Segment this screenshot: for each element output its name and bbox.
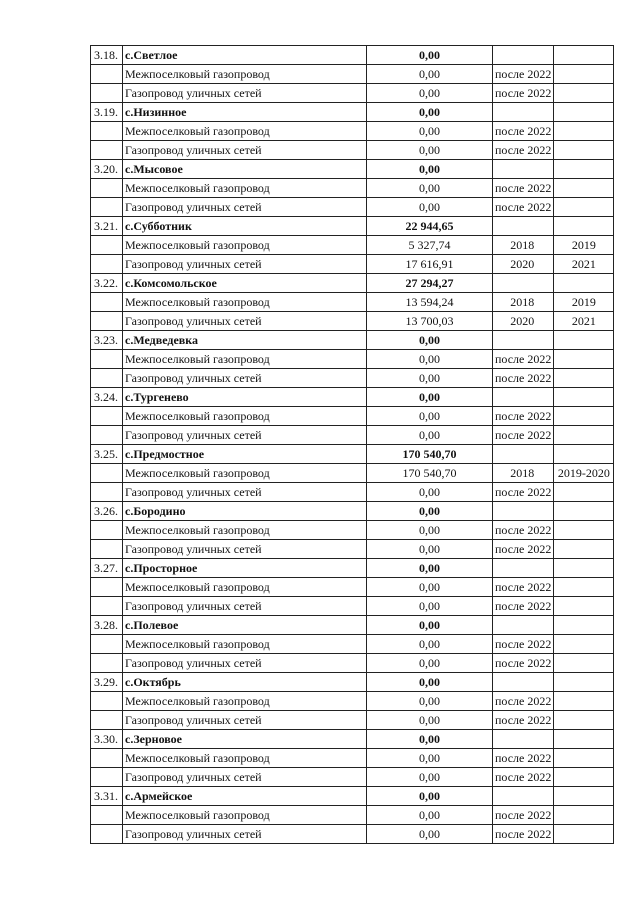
- amount-cell: 0,00: [367, 331, 493, 350]
- pipeline-row: [91, 293, 614, 312]
- amount-cell: 0,00: [367, 540, 493, 559]
- amount-cell: 0,00: [367, 103, 493, 122]
- pipeline-type-cell: Межпоселковый газопровод: [123, 122, 367, 141]
- settlement-name-cell: с.Низинное: [123, 103, 367, 122]
- year-start-cell: [493, 331, 554, 350]
- pipeline-row: [91, 255, 614, 274]
- year-start-cell: после 2022: [493, 597, 554, 616]
- year-end-cell: [554, 806, 614, 825]
- pipeline-type-cell: Газопровод уличных сетей: [123, 483, 367, 502]
- year-start-cell: 2018: [493, 464, 554, 483]
- pipeline-row: [91, 654, 614, 673]
- row-number-cell: [91, 255, 123, 274]
- year-start-cell: после 2022: [493, 749, 554, 768]
- pipeline-row: [91, 825, 614, 844]
- year-end-cell: [554, 692, 614, 711]
- document-page: [90, 45, 614, 844]
- amount-cell: 170 540,70: [367, 464, 493, 483]
- year-start-cell: [493, 388, 554, 407]
- pipeline-type-cell: Межпоселковый газопровод: [123, 65, 367, 84]
- settlement-row: [91, 673, 614, 692]
- year-end-cell: 2021: [554, 312, 614, 331]
- year-end-cell: [554, 654, 614, 673]
- amount-cell: 0,00: [367, 635, 493, 654]
- pipeline-row: [91, 407, 614, 426]
- year-end-cell: 2019: [554, 236, 614, 255]
- row-number-cell: 3.31.: [91, 787, 123, 806]
- pipeline-type-cell: Межпоселковый газопровод: [123, 635, 367, 654]
- pipeline-row: [91, 198, 614, 217]
- pipeline-type-cell: Газопровод уличных сетей: [123, 312, 367, 331]
- amount-cell: 0,00: [367, 483, 493, 502]
- year-start-cell: после 2022: [493, 540, 554, 559]
- pipeline-row: [91, 483, 614, 502]
- year-end-cell: [554, 673, 614, 692]
- settlement-name-cell: с.Предмостное: [123, 445, 367, 464]
- amount-cell: 0,00: [367, 825, 493, 844]
- year-end-cell: [554, 768, 614, 787]
- amount-cell: 0,00: [367, 388, 493, 407]
- year-start-cell: после 2022: [493, 806, 554, 825]
- year-start-cell: после 2022: [493, 84, 554, 103]
- pipeline-type-cell: Газопровод уличных сетей: [123, 825, 367, 844]
- year-start-cell: после 2022: [493, 179, 554, 198]
- amount-cell: 0,00: [367, 122, 493, 141]
- row-number-cell: 3.27.: [91, 559, 123, 578]
- amount-cell: 0,00: [367, 46, 493, 65]
- pipeline-row: [91, 312, 614, 331]
- year-end-cell: [554, 46, 614, 65]
- pipeline-row: [91, 578, 614, 597]
- amount-cell: 0,00: [367, 160, 493, 179]
- pipeline-row: [91, 65, 614, 84]
- row-number-cell: [91, 768, 123, 787]
- year-start-cell: после 2022: [493, 825, 554, 844]
- year-end-cell: [554, 711, 614, 730]
- year-end-cell: [554, 825, 614, 844]
- pipeline-row: [91, 464, 614, 483]
- year-start-cell: 2020: [493, 312, 554, 331]
- pipeline-row: [91, 122, 614, 141]
- year-start-cell: [493, 160, 554, 179]
- table-body: [91, 46, 614, 844]
- year-end-cell: [554, 179, 614, 198]
- pipeline-type-cell: Газопровод уличных сетей: [123, 711, 367, 730]
- row-number-cell: [91, 198, 123, 217]
- row-number-cell: 3.26.: [91, 502, 123, 521]
- settlement-row: [91, 502, 614, 521]
- year-start-cell: после 2022: [493, 654, 554, 673]
- settlement-name-cell: с.Армейское: [123, 787, 367, 806]
- pipeline-type-cell: Газопровод уличных сетей: [123, 369, 367, 388]
- year-start-cell: [493, 502, 554, 521]
- row-number-cell: [91, 540, 123, 559]
- pipeline-type-cell: Межпоселковый газопровод: [123, 350, 367, 369]
- year-start-cell: [493, 787, 554, 806]
- pipeline-row: [91, 540, 614, 559]
- row-number-cell: [91, 597, 123, 616]
- amount-cell: 0,00: [367, 616, 493, 635]
- year-start-cell: [493, 217, 554, 236]
- pipeline-row: [91, 84, 614, 103]
- amount-cell: 0,00: [367, 559, 493, 578]
- pipeline-row: [91, 426, 614, 445]
- pipeline-row: [91, 369, 614, 388]
- year-end-cell: [554, 578, 614, 597]
- pipeline-row: [91, 597, 614, 616]
- amount-cell: 0,00: [367, 350, 493, 369]
- year-start-cell: после 2022: [493, 141, 554, 160]
- amount-cell: 0,00: [367, 198, 493, 217]
- settlement-row: [91, 331, 614, 350]
- settlement-row: [91, 559, 614, 578]
- row-number-cell: [91, 483, 123, 502]
- pipeline-row: [91, 141, 614, 160]
- row-number-cell: [91, 312, 123, 331]
- row-number-cell: 3.18.: [91, 46, 123, 65]
- amount-cell: 0,00: [367, 597, 493, 616]
- row-number-cell: [91, 578, 123, 597]
- year-start-cell: после 2022: [493, 483, 554, 502]
- amount-cell: 0,00: [367, 692, 493, 711]
- year-start-cell: после 2022: [493, 426, 554, 445]
- settlement-name-cell: с.Бородино: [123, 502, 367, 521]
- pipeline-type-cell: Межпоселковый газопровод: [123, 578, 367, 597]
- pipeline-type-cell: Межпоселковый газопровод: [123, 749, 367, 768]
- year-start-cell: [493, 274, 554, 293]
- settlement-name-cell: с.Просторное: [123, 559, 367, 578]
- amount-cell: 0,00: [367, 84, 493, 103]
- year-start-cell: 2018: [493, 293, 554, 312]
- settlement-name-cell: с.Полевое: [123, 616, 367, 635]
- amount-cell: 170 540,70: [367, 445, 493, 464]
- amount-cell: 0,00: [367, 730, 493, 749]
- year-end-cell: [554, 635, 614, 654]
- amount-cell: 0,00: [367, 578, 493, 597]
- year-end-cell: [554, 141, 614, 160]
- row-number-cell: 3.20.: [91, 160, 123, 179]
- year-end-cell: [554, 445, 614, 464]
- row-number-cell: [91, 236, 123, 255]
- pipeline-type-cell: Газопровод уличных сетей: [123, 84, 367, 103]
- year-end-cell: [554, 217, 614, 236]
- year-end-cell: [554, 103, 614, 122]
- settlement-name-cell: с.Комсомольское: [123, 274, 367, 293]
- settlement-name-cell: с.Мысовое: [123, 160, 367, 179]
- amount-cell: 0,00: [367, 654, 493, 673]
- pipeline-type-cell: Межпоселковый газопровод: [123, 521, 367, 540]
- pipeline-type-cell: Межпоселковый газопровод: [123, 464, 367, 483]
- pipeline-row: [91, 749, 614, 768]
- pipeline-type-cell: Газопровод уличных сетей: [123, 540, 367, 559]
- row-number-cell: 3.25.: [91, 445, 123, 464]
- settlement-row: [91, 160, 614, 179]
- row-number-cell: 3.19.: [91, 103, 123, 122]
- year-start-cell: 2018: [493, 236, 554, 255]
- row-number-cell: 3.28.: [91, 616, 123, 635]
- pipeline-row: [91, 179, 614, 198]
- settlement-name-cell: с.Светлое: [123, 46, 367, 65]
- row-number-cell: [91, 407, 123, 426]
- row-number-cell: 3.24.: [91, 388, 123, 407]
- amount-cell: 0,00: [367, 768, 493, 787]
- year-end-cell: [554, 122, 614, 141]
- row-number-cell: 3.29.: [91, 673, 123, 692]
- year-end-cell: [554, 730, 614, 749]
- year-end-cell: [554, 426, 614, 445]
- pipeline-row: [91, 806, 614, 825]
- year-start-cell: после 2022: [493, 407, 554, 426]
- settlement-row: [91, 46, 614, 65]
- amount-cell: 0,00: [367, 179, 493, 198]
- amount-cell: 13 594,24: [367, 293, 493, 312]
- row-number-cell: [91, 293, 123, 312]
- settlement-row: [91, 730, 614, 749]
- amount-cell: 0,00: [367, 426, 493, 445]
- amount-cell: 27 294,27: [367, 274, 493, 293]
- year-end-cell: [554, 388, 614, 407]
- amount-cell: 0,00: [367, 502, 493, 521]
- pipeline-row: [91, 236, 614, 255]
- amount-cell: 0,00: [367, 521, 493, 540]
- pipeline-type-cell: Газопровод уличных сетей: [123, 654, 367, 673]
- settlement-row: [91, 217, 614, 236]
- pipeline-type-cell: Межпоселковый газопровод: [123, 179, 367, 198]
- row-number-cell: [91, 122, 123, 141]
- row-number-cell: [91, 711, 123, 730]
- pipeline-type-cell: Газопровод уличных сетей: [123, 597, 367, 616]
- year-start-cell: [493, 730, 554, 749]
- year-end-cell: [554, 198, 614, 217]
- row-number-cell: [91, 635, 123, 654]
- amount-cell: 0,00: [367, 141, 493, 160]
- year-end-cell: [554, 559, 614, 578]
- pipeline-type-cell: Межпоселковый газопровод: [123, 407, 367, 426]
- pipeline-type-cell: Газопровод уличных сетей: [123, 198, 367, 217]
- row-number-cell: [91, 179, 123, 198]
- year-end-cell: [554, 749, 614, 768]
- amount-cell: 0,00: [367, 673, 493, 692]
- year-start-cell: после 2022: [493, 578, 554, 597]
- pipeline-row: [91, 635, 614, 654]
- year-start-cell: [493, 616, 554, 635]
- amount-cell: 0,00: [367, 711, 493, 730]
- pipeline-row: [91, 692, 614, 711]
- pipeline-row: [91, 711, 614, 730]
- settlement-name-cell: с.Тургенево: [123, 388, 367, 407]
- year-end-cell: [554, 84, 614, 103]
- amount-cell: 0,00: [367, 806, 493, 825]
- year-end-cell: [554, 597, 614, 616]
- year-start-cell: после 2022: [493, 635, 554, 654]
- year-end-cell: 2019-2020: [554, 464, 614, 483]
- year-end-cell: [554, 350, 614, 369]
- year-end-cell: [554, 483, 614, 502]
- row-number-cell: [91, 749, 123, 768]
- year-start-cell: 2020: [493, 255, 554, 274]
- row-number-cell: 3.22.: [91, 274, 123, 293]
- row-number-cell: [91, 654, 123, 673]
- year-start-cell: после 2022: [493, 711, 554, 730]
- settlement-row: [91, 103, 614, 122]
- year-start-cell: после 2022: [493, 521, 554, 540]
- row-number-cell: [91, 692, 123, 711]
- year-start-cell: после 2022: [493, 65, 554, 84]
- settlement-row: [91, 274, 614, 293]
- year-end-cell: [554, 369, 614, 388]
- year-end-cell: 2021: [554, 255, 614, 274]
- amount-cell: 5 327,74: [367, 236, 493, 255]
- year-end-cell: [554, 540, 614, 559]
- gas-pipeline-table: [90, 45, 614, 844]
- pipeline-type-cell: Газопровод уличных сетей: [123, 426, 367, 445]
- year-end-cell: [554, 274, 614, 293]
- amount-cell: 22 944,65: [367, 217, 493, 236]
- row-number-cell: 3.23.: [91, 331, 123, 350]
- year-end-cell: [554, 331, 614, 350]
- pipeline-type-cell: Газопровод уличных сетей: [123, 141, 367, 160]
- amount-cell: 0,00: [367, 749, 493, 768]
- year-start-cell: после 2022: [493, 122, 554, 141]
- year-end-cell: 2019: [554, 293, 614, 312]
- year-end-cell: [554, 160, 614, 179]
- row-number-cell: [91, 426, 123, 445]
- pipeline-type-cell: Межпоселковый газопровод: [123, 806, 367, 825]
- pipeline-type-cell: Газопровод уличных сетей: [123, 768, 367, 787]
- row-number-cell: [91, 464, 123, 483]
- row-number-cell: 3.30.: [91, 730, 123, 749]
- year-end-cell: [554, 521, 614, 540]
- year-start-cell: после 2022: [493, 369, 554, 388]
- row-number-cell: [91, 141, 123, 160]
- year-start-cell: после 2022: [493, 692, 554, 711]
- year-start-cell: после 2022: [493, 350, 554, 369]
- year-end-cell: [554, 616, 614, 635]
- settlement-row: [91, 787, 614, 806]
- row-number-cell: [91, 65, 123, 84]
- year-end-cell: [554, 407, 614, 426]
- amount-cell: 0,00: [367, 787, 493, 806]
- year-start-cell: [493, 559, 554, 578]
- row-number-cell: [91, 521, 123, 540]
- settlement-name-cell: с.Медведевка: [123, 331, 367, 350]
- row-number-cell: 3.21.: [91, 217, 123, 236]
- amount-cell: 17 616,91: [367, 255, 493, 274]
- amount-cell: 0,00: [367, 369, 493, 388]
- year-start-cell: [493, 103, 554, 122]
- settlement-row: [91, 445, 614, 464]
- settlement-name-cell: с.Октябрь: [123, 673, 367, 692]
- pipeline-type-cell: Межпоселковый газопровод: [123, 236, 367, 255]
- row-number-cell: [91, 806, 123, 825]
- settlement-name-cell: с.Зерновое: [123, 730, 367, 749]
- pipeline-row: [91, 521, 614, 540]
- row-number-cell: [91, 84, 123, 103]
- amount-cell: 0,00: [367, 65, 493, 84]
- row-number-cell: [91, 350, 123, 369]
- row-number-cell: [91, 369, 123, 388]
- year-end-cell: [554, 65, 614, 84]
- year-start-cell: [493, 46, 554, 65]
- pipeline-row: [91, 768, 614, 787]
- pipeline-row: [91, 350, 614, 369]
- year-start-cell: [493, 673, 554, 692]
- year-end-cell: [554, 502, 614, 521]
- amount-cell: 13 700,03: [367, 312, 493, 331]
- pipeline-type-cell: Межпоселковый газопровод: [123, 692, 367, 711]
- year-start-cell: после 2022: [493, 198, 554, 217]
- pipeline-type-cell: Газопровод уличных сетей: [123, 255, 367, 274]
- row-number-cell: [91, 825, 123, 844]
- year-start-cell: [493, 445, 554, 464]
- settlement-row: [91, 388, 614, 407]
- year-start-cell: после 2022: [493, 768, 554, 787]
- amount-cell: 0,00: [367, 407, 493, 426]
- settlement-row: [91, 616, 614, 635]
- settlement-name-cell: с.Субботник: [123, 217, 367, 236]
- pipeline-type-cell: Межпоселковый газопровод: [123, 293, 367, 312]
- year-end-cell: [554, 787, 614, 806]
